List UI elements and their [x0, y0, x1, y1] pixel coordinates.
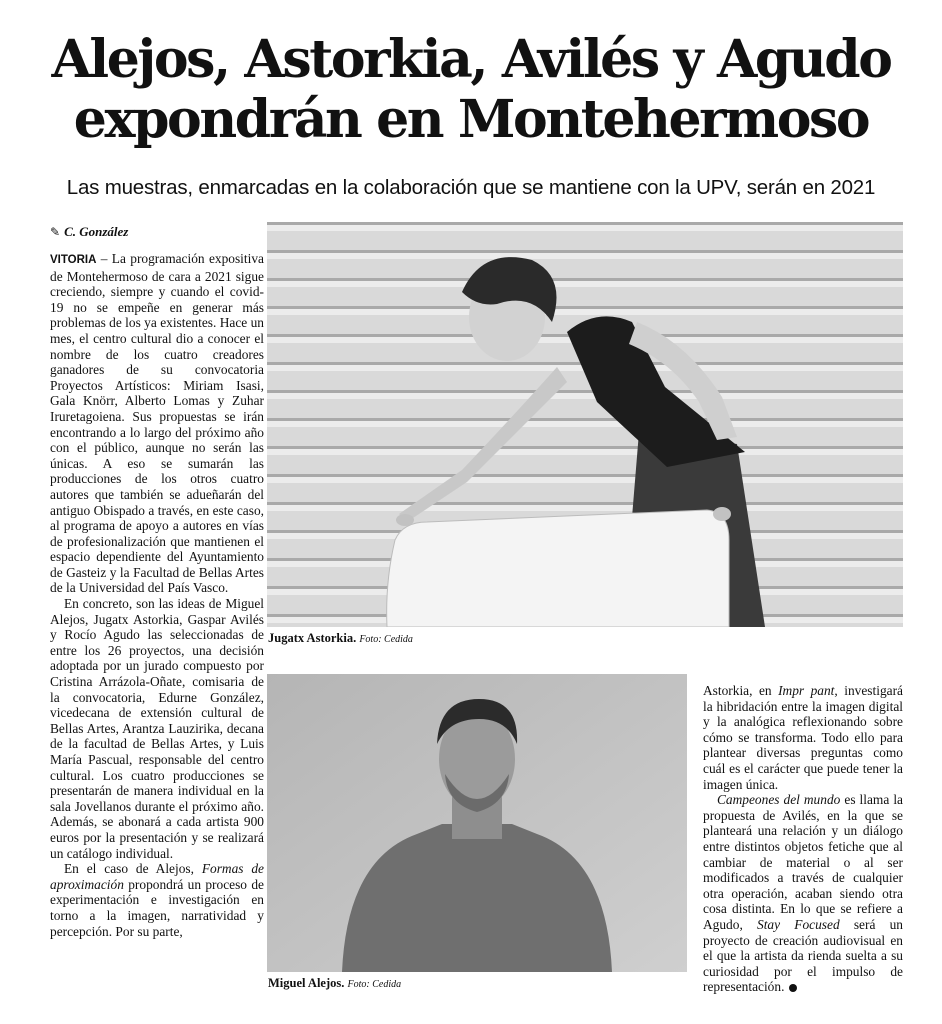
- headline-line-2: expondrán en Montehermoso: [73, 89, 869, 150]
- caption-credit: Foto: Cedida: [359, 634, 413, 645]
- pen-icon: ✎: [50, 225, 61, 239]
- byline: [50, 224, 128, 240]
- paragraph-text: En el caso de Alejos,: [64, 861, 202, 877]
- paragraph-text: es llama la propuesta de Avilés, en la que se planteará una relación y un diálogo entre distintos objetos fetiche que al cambiar de material o al ser modificados a través de cualquier otra operación, acaban siendo otra cosa distinta. En lo que se refiere a Agudo,: [703, 792, 903, 932]
- work-title: Impr pant: [778, 683, 835, 698]
- end-of-article-icon: [789, 984, 797, 992]
- headline-line-1: Alejos, Astorkia, Avilés y Agudo: [51, 29, 891, 90]
- article-column-3: [703, 683, 903, 995]
- photo-artist-with-paper-illustration: [267, 222, 903, 627]
- caption-credit: Foto: Cedida: [347, 979, 402, 990]
- work-title: Formas de aproximación: [50, 861, 265, 892]
- work-title: Stay Focused: [757, 916, 840, 932]
- article-paragraph: [50, 251, 264, 596]
- paragraph-text: – La programación expositiva de Montehermoso de cara a 2021 sigue creciendo, siempre y cuando el covid-19 no se empeñe en generar más problemas de los ya existentes. Hace un mes, el centro cultural dio a conocer el nombre de los cuatro creadores ganadores de su convocatoria Proyectos Artísticos: Miriam Isasi, Gala Knörr, Alberto Lomas y Zuhar Iruretagoiena. Sus propuestas se irán encontrando a lo largo del próximo año con el público, aunque no serán las únicas. A eso se sumarán las producciones de los otros cuatro autores que también se adueñarán del antiguo Obispado a través, en este caso, al programa de apoyo a autores en vías de profesionalización que mantienen el espacio dependiente del Ayuntamiento de Gasteiz y la Facultad de Bellas Artes de la Universidad del País Vasco.: [50, 251, 264, 596]
- article-paragraph: [50, 861, 264, 939]
- paragraph-text: , investigará la hibridación entre la imagen digital y la analógica reflexionando sobre cómo se transforma. Todo ello para plantear diversas preguntas como cuál es el carácter que puede tener la imagen única.: [703, 683, 903, 792]
- article-paragraph: [703, 792, 903, 995]
- dateline-place: VITORIA: [50, 254, 97, 266]
- photo-caption: [268, 976, 401, 991]
- byline-author: C. González: [64, 224, 129, 239]
- paragraph-text: propondrá un proceso de experimentación e investigación en torno a la imagen, narratividad y percepción. Por su parte,: [50, 876, 264, 939]
- photo-jugatx-astorkia: [267, 222, 903, 627]
- subheadline: Las muestras, enmarcadas en la colaboración que se mantiene con la UPV, serán en 2021: [66, 176, 876, 199]
- article-paragraph: En concreto, son las ideas de Miguel Alejos, Jugatx Astorkia, Gaspar Avilés y Rocío Agudo las seleccionadas de entre los 26 proyectos, una decisión adoptada por un jurado compuesto por Cristina Arrázola-Oñate, comisaria de la convocatoria, Edurne González, vicedecana de extensión cultural de Bellas Artes, Arantza Lauzirika, decana de la facultad de Bellas Artes, y Luis María Pascual, responsable del centro cultural. Los cuatro producciones se presentarán de manera individual en la sala Jovellanos durante el próximo año. Además, se abonará a cada artista 900 euros por la presentación y se realizará un catálogo individual.: [50, 596, 264, 861]
- photo-portrait-illustration: [267, 674, 687, 972]
- headline: [20, 30, 922, 150]
- paragraph-text: será un proyecto de creación audiovisual en el que la artista da rienda suelta a su curiosidad por el impulso de representación.: [703, 916, 903, 995]
- caption-name: Jugatx Astorkia.: [268, 631, 357, 645]
- article-paragraph: [703, 683, 903, 792]
- paragraph-text: Astorkia, en: [703, 683, 779, 698]
- caption-name: Miguel Alejos.: [268, 976, 345, 990]
- article-column-1: [50, 251, 264, 939]
- photo-caption: [268, 631, 413, 646]
- work-title: Campeones del mundo: [717, 792, 841, 808]
- photo-miguel-alejos: [267, 674, 687, 972]
